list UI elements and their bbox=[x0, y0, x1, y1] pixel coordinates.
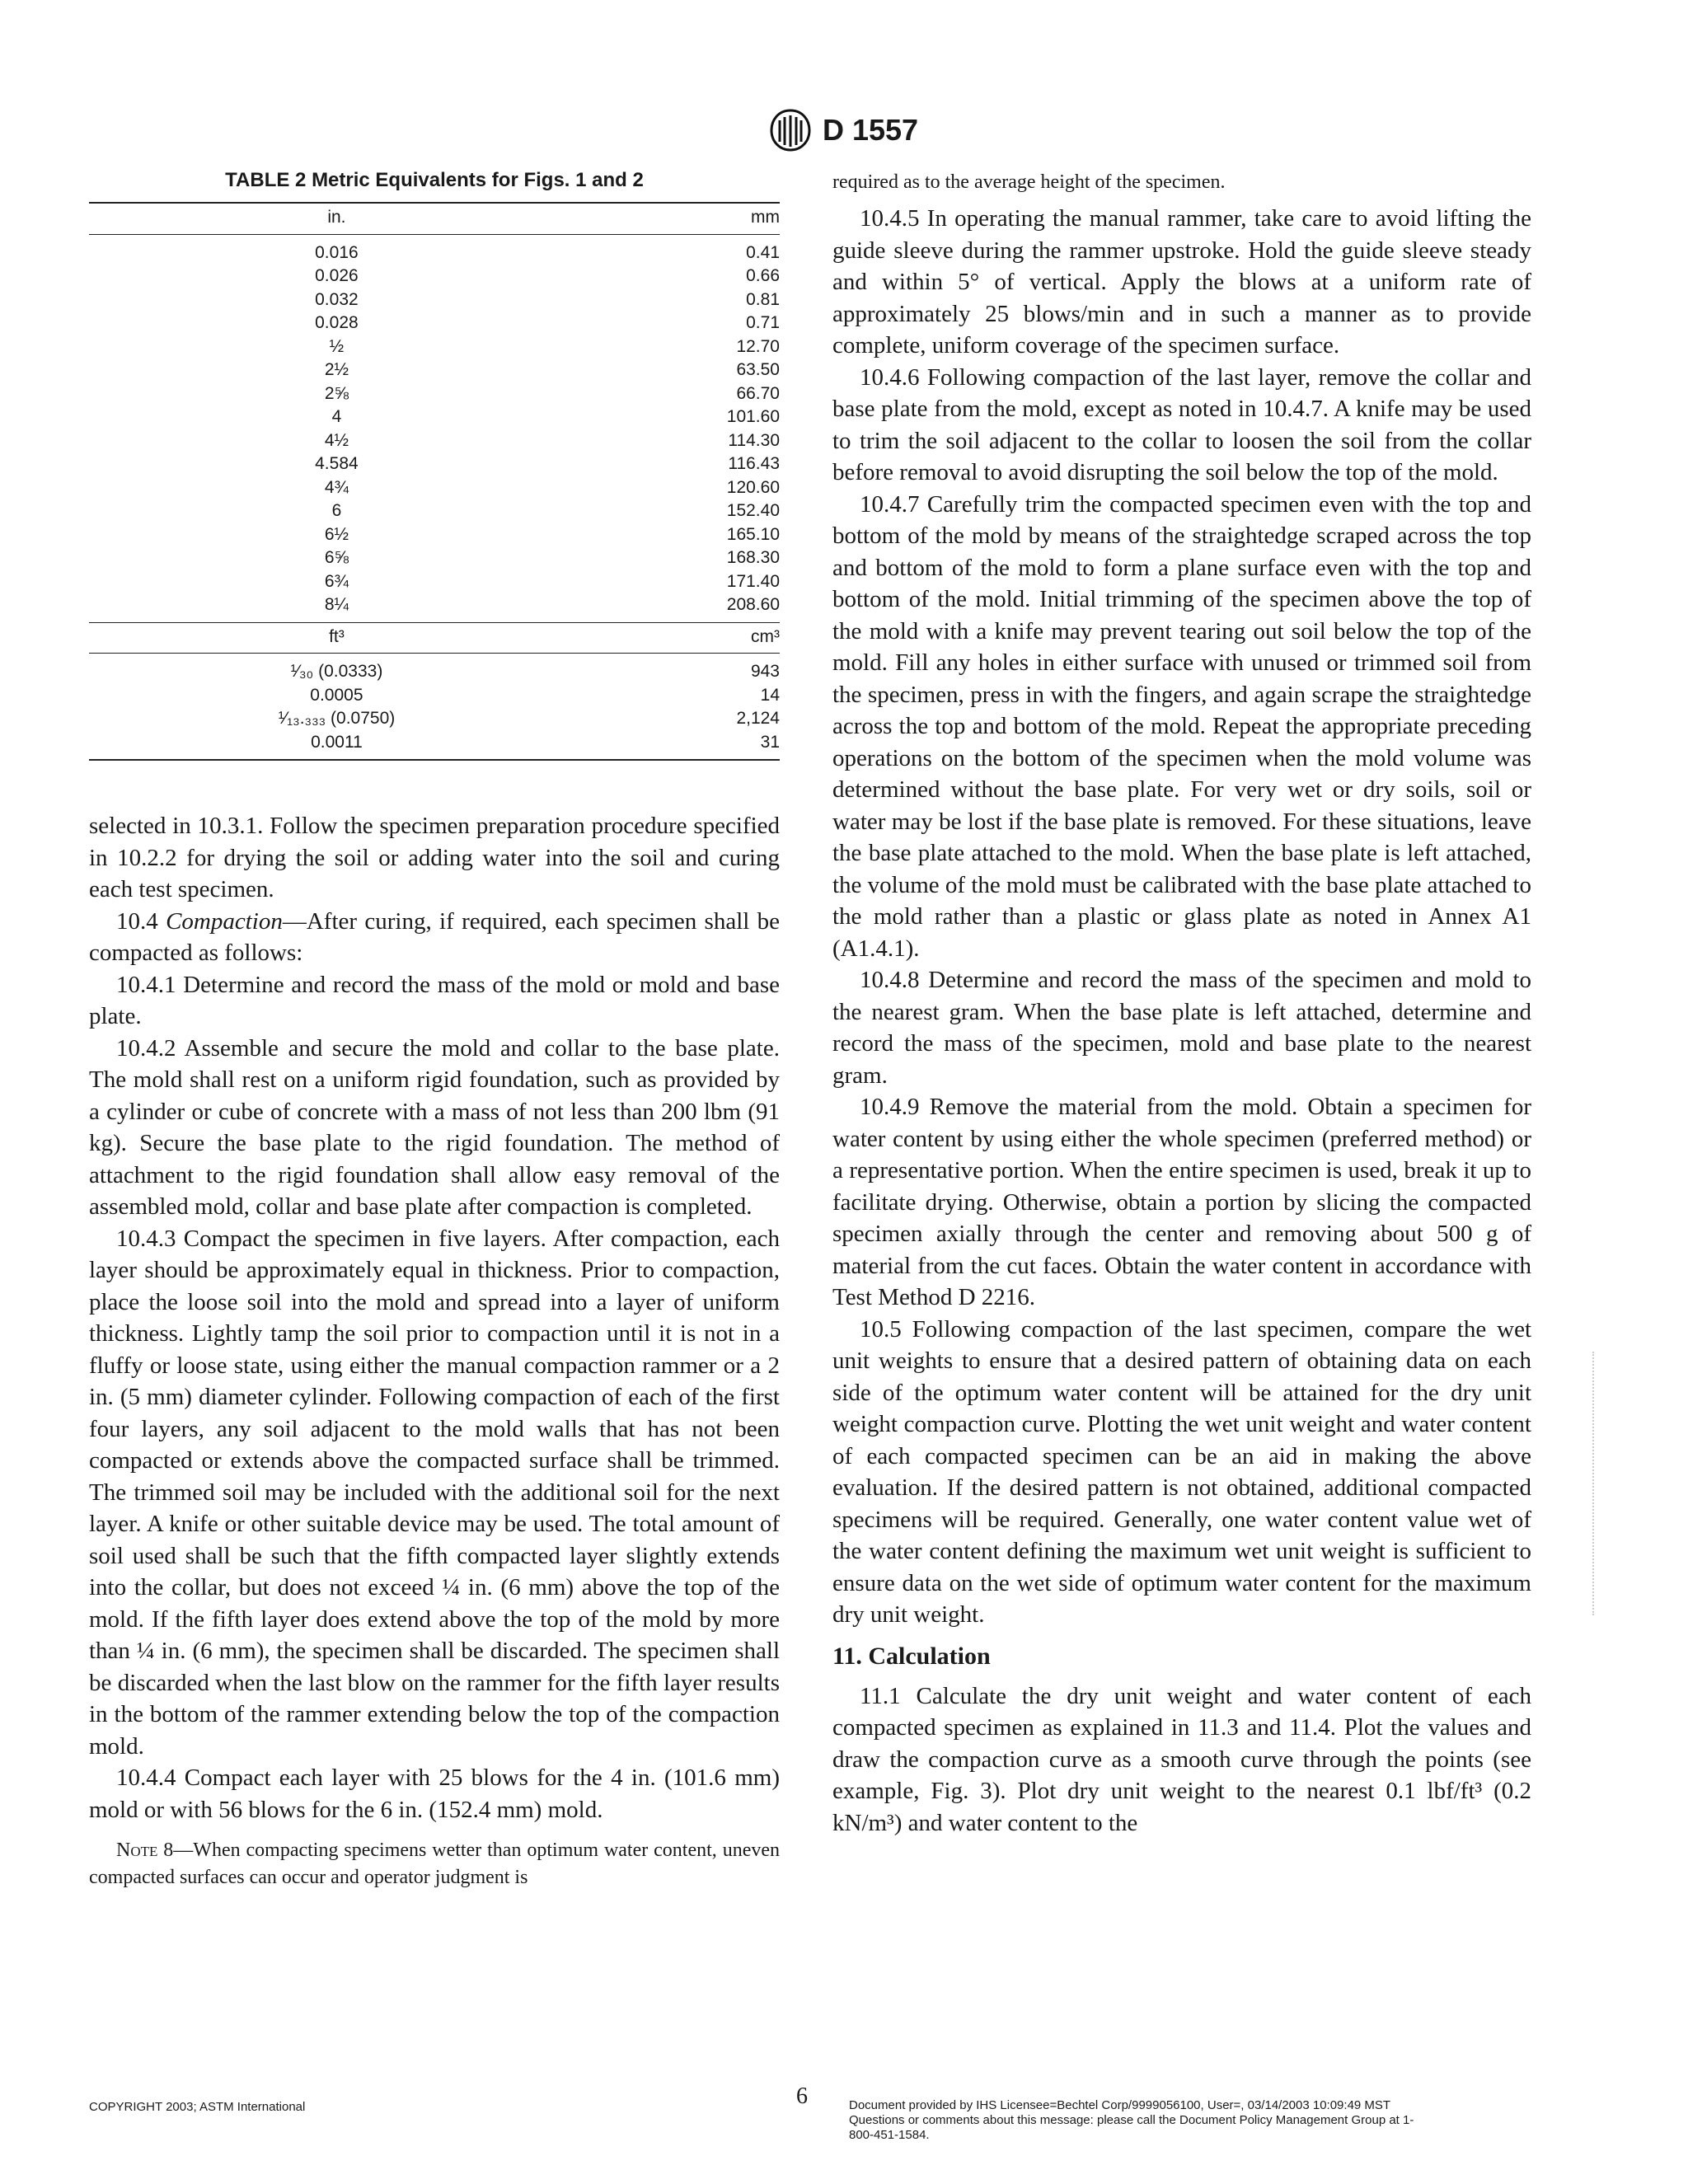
table-row bbox=[89, 570, 780, 594]
table-cell: 114.30 bbox=[728, 430, 780, 450]
table-cell: 120.60 bbox=[726, 477, 780, 497]
table-spacer bbox=[584, 234, 636, 265]
table-cell: 0.0011 bbox=[311, 732, 363, 752]
table-cell: 101.60 bbox=[726, 407, 780, 426]
paragraph-10-4: 10.4 Compaction—After curing, if required, each specimen shall be compacted as follows: bbox=[89, 907, 781, 966]
table-cell: 6¾ bbox=[324, 571, 349, 591]
table-row bbox=[89, 476, 780, 500]
table-row bbox=[89, 523, 780, 547]
table-row bbox=[89, 288, 780, 312]
table-cell: 6 bbox=[331, 501, 342, 520]
table-header-cell: cm³ bbox=[751, 626, 780, 646]
paragraph-10-4-1: 10.4.1 Determine and record the mass of the mold or mold and base plate. bbox=[89, 971, 780, 1029]
table-spacer bbox=[584, 312, 636, 335]
table-cell: ¹⁄₃₀ (0.0333) bbox=[290, 662, 383, 681]
paragraph-10-4-8: 10.4.8 Determine and record the mass of the specimen and mold to the nearest gram. When the base plate is left attached, determine and record the mass of the specimen, mold and base plate to the nearest gram. bbox=[832, 967, 1531, 1089]
table-spacer bbox=[584, 654, 636, 684]
copyright: COPYRIGHT 2003; ASTM International bbox=[89, 2100, 306, 2114]
left-column bbox=[89, 169, 780, 1891]
table-cell: 6⅝ bbox=[324, 548, 349, 567]
paragraph-10-4-3: 10.4.3 Compact the specimen in five layers. After compaction, each layer should be approximately equal in thickness. Prior to compaction, place the loose soil into the mold and spread into a layer of uniform thickness. Lightly tamp the soil prior to compaction until it is not in a fluffy or loose state, using either the manual compaction rammer or a 2 in. (5 mm) diameter cylinder. Following compaction of each of the first four layers, any soil adjacent to the mold walls that has not been compacted or extends above the compacted surface shall be trimmed. The trimmed soil may be included with the additional soil for the next layer. A knife or other suitable device may be used. The total amount of soil used shall be such that the fifth compacted layer slightly extends into the collar, but does not exceed ¼ in. (6 mm) above the top of the mold. If the fifth layer does extend above the top of the mold by more than ¼ in. (6 mm), the specimen shall be discarded. The specimen shall be discarded when the last blow on the rammer for the fifth layer results in the bottom of the rammer extending below the top of the compaction mold. bbox=[89, 1225, 780, 1760]
table-row bbox=[89, 684, 780, 708]
table-cell: 0.028 bbox=[315, 313, 359, 332]
table-cell: 4 bbox=[331, 407, 342, 426]
paragraph-10-4-2: 10.4.2 Assemble and secure the mold and collar to the base plate. The mold shall rest on a uniform rigid foundation, such as provided by a cylinder or cube of concrete with a mass of not less than 200 lbm (91 kg). Secure the base plate to the rigid foundation. The method of attachment to the rigid foundation shall allow easy removal of the assembled mold, collar and base plate after compaction is completed. bbox=[89, 1034, 780, 1220]
table-cell: 63.50 bbox=[736, 360, 780, 379]
table-cell: 8¼ bbox=[324, 595, 349, 614]
table-cell: 0.0005 bbox=[310, 685, 363, 705]
table-cell: 171.40 bbox=[726, 571, 780, 591]
table-cell: 12.70 bbox=[736, 336, 780, 356]
table-cell: 14 bbox=[760, 685, 780, 705]
table-spacer bbox=[584, 405, 636, 429]
table-cell: 208.60 bbox=[726, 595, 780, 614]
table-cell: 168.30 bbox=[726, 548, 780, 567]
table-row bbox=[89, 654, 780, 684]
table-header-row bbox=[89, 622, 780, 654]
table-cell: 0.71 bbox=[746, 313, 780, 332]
table-spacer bbox=[584, 203, 636, 234]
table-cell: 0.66 bbox=[746, 266, 780, 285]
page-number: 6 bbox=[796, 2083, 808, 2109]
paragraph: selected in 10.3.1. Follow the specimen preparation procedure specified in 10.2.2 for drying the soil or adding water into the soil and curing each test specimen. bbox=[89, 813, 780, 902]
table-row bbox=[89, 593, 780, 622]
watermark bbox=[1592, 1352, 1597, 1615]
table-spacer bbox=[584, 731, 636, 761]
table-header-cell: mm bbox=[751, 208, 780, 227]
table-row bbox=[89, 452, 780, 476]
table-cell: 0.026 bbox=[315, 266, 359, 285]
table-spacer bbox=[584, 382, 636, 406]
table-row bbox=[89, 405, 780, 429]
designation: D 1557 bbox=[822, 113, 919, 147]
table-row bbox=[89, 312, 780, 335]
paragraph-10-5: 10.5 Following compaction of the last specimen, compare the wet unit weights to ensure that a desired pattern of obtaining data on each side of the optimum water content will be attained for the dry unit weight compaction curve. Plotting the wet unit weight and water content of each compacted specimen can be an aid in making the above evaluation. If the desired pattern is not obtained, additional compacted specimens will be required. Generally, one water content value wet of the water content defining the maximum wet unit weight is sufficient to ensure data on the wet side of optimum water content for the maximum dry unit weight. bbox=[832, 1315, 1531, 1628]
table-cell: 0.032 bbox=[315, 289, 359, 309]
table-cell: 152.40 bbox=[726, 501, 780, 520]
paragraph-10-4-6: 10.4.6 Following compaction of the last layer, remove the collar and base plate from the mold, except as noted in 10.4.7. A knife may be used to trim the soil adjacent to the collar to loosen the soil from the collar before removal to avoid disrupting the soil below the top of the mold. bbox=[832, 363, 1531, 485]
table-row bbox=[89, 234, 780, 265]
page-header bbox=[0, 109, 1688, 152]
paragraph-10-4-4: 10.4.4 Compact each layer with 25 blows for the 4 in. (101.6 mm) mold or with 56 blows for the 6 in. (152.4 mm) mold. bbox=[89, 1765, 780, 1823]
section-heading-calculation: 11. Calculation bbox=[832, 1642, 991, 1670]
table-row bbox=[89, 335, 780, 359]
table-spacer bbox=[584, 452, 636, 476]
table-cell: 165.10 bbox=[726, 524, 780, 544]
table-row bbox=[89, 429, 780, 453]
paragraph-11-1: 11.1 Calculate the dry unit weight and water content of each compacted specimen as explained in 11.3 and 11.4. Plot the values and draw the compaction curve as a smooth curve through the points (see example, Fig. 3). Plot dry unit weight to the nearest 0.1 lbf/ft³ (0.2 kN/m³) and water content to the bbox=[832, 1682, 1531, 1836]
table-row bbox=[89, 546, 780, 570]
table-cell: 0.016 bbox=[315, 242, 359, 262]
table-spacer bbox=[584, 523, 636, 547]
astm-logo-icon bbox=[770, 109, 811, 152]
table-cell: 943 bbox=[750, 662, 780, 681]
table-header-cell: ft³ bbox=[329, 626, 345, 646]
table-spacer bbox=[584, 265, 636, 288]
table-row bbox=[89, 499, 780, 523]
table-row bbox=[89, 731, 780, 761]
table-cell: 116.43 bbox=[728, 454, 780, 473]
table-header-cell: in. bbox=[327, 208, 346, 227]
provider-notice: Document provided by IHS Licensee=Bechtel Corp/9999056100, User=, 03/14/2003 10:09:49 MST Questions or comments about this message: please call the Document Policy Management Group at 1-800-451-1584. bbox=[849, 2098, 1414, 2142]
table-cell: 6½ bbox=[324, 524, 349, 544]
table-row bbox=[89, 265, 780, 288]
table-spacer bbox=[584, 684, 636, 708]
table-spacer bbox=[584, 593, 636, 622]
table-cell: 2⅝ bbox=[324, 383, 349, 403]
table-row bbox=[89, 707, 780, 731]
table-spacer bbox=[584, 546, 636, 570]
paragraph-10-4-7: 10.4.7 Carefully trim the compacted specimen even with the top and bottom of the mold by means of the straightedge scraped across the top and bottom of the mold to form a plane surface even with the top and bottom of the mold. Initial trimming of the specimen above the top of the mold with a knife may prevent tearing out soil below the top of the mold. Fill any holes in either surface with unused or trimmed soil from the specimen, press in with the fingers, and again scrape the straightedge across the top and bottom of the mold. Repeat the appropriate preceding operations on the bottom of the specimen when the mold volume was determined without the base plate. For very wet or dry soils, soil or water may be lost if the base plate is removed. For these situations, leave the base plate attached to the mold. When the base plate is left attached, the volume of the mold must be calibrated with the base plate attached to the mold rather than a plastic or glass plate as noted in Annex A1 (A1.4.1). bbox=[832, 490, 1531, 962]
paragraph-10-4-9: 10.4.9 Remove the material from the mold. Obtain a specimen for water content by using either the whole specimen (preferred method) or a representative portion. When the entire specimen is used, break it up to facilitate drying. Otherwise, obtain a portion by slicing the compacted specimen axially through the center and removing about 500 g of material from the cut faces. Obtain the water content in accordance with Test Method D 2216. bbox=[832, 1094, 1531, 1310]
table-title: TABLE 2 Metric Equivalents for Figs. 1 and 2 bbox=[225, 169, 644, 191]
table-row bbox=[89, 382, 780, 406]
table-header-row bbox=[89, 203, 780, 234]
table-row bbox=[89, 359, 780, 382]
table-cell: 4.584 bbox=[315, 454, 359, 473]
table-cell: ½ bbox=[329, 336, 345, 356]
table-spacer bbox=[584, 335, 636, 359]
note-8: Note 8—When compacting specimens wetter than optimum water content, uneven compacted surfaces can occur and operator judgment is bbox=[89, 1840, 780, 1888]
paragraph-10-4-5: 10.4.5 In operating the manual rammer, take care to avoid lifting the guide sleeve during the rammer upstroke. Hold the guide sleeve steady and within 5° of vertical. Apply the blows at a uniform rate of approximately 25 blows/min and in such a manner as to provide complete, uniform coverage of the specimen surface. bbox=[832, 205, 1531, 359]
table-cell: 0.41 bbox=[746, 242, 780, 262]
table-spacer bbox=[584, 499, 636, 523]
table-cell: 31 bbox=[760, 732, 780, 752]
table-cell: 2½ bbox=[324, 360, 349, 379]
table-spacer bbox=[584, 707, 636, 731]
table-spacer bbox=[584, 288, 636, 312]
table-cell: 4¾ bbox=[324, 477, 349, 497]
table-spacer bbox=[584, 622, 636, 654]
metric-equivalents-table bbox=[89, 202, 780, 761]
table-cell: 66.70 bbox=[736, 383, 780, 403]
table-spacer bbox=[584, 570, 636, 594]
table-spacer bbox=[584, 476, 636, 500]
table-cell: 0.81 bbox=[746, 289, 780, 309]
table-cell: ¹⁄₁₃.₃₃₃ (0.0750) bbox=[278, 709, 396, 728]
table-cell: 4½ bbox=[324, 430, 349, 450]
table-cell: 2,124 bbox=[736, 709, 780, 728]
right-column bbox=[832, 169, 1531, 1839]
table-spacer bbox=[584, 429, 636, 453]
table-spacer bbox=[584, 359, 636, 382]
paragraph-continuation: required as to the average height of the specimen. bbox=[832, 171, 1226, 193]
